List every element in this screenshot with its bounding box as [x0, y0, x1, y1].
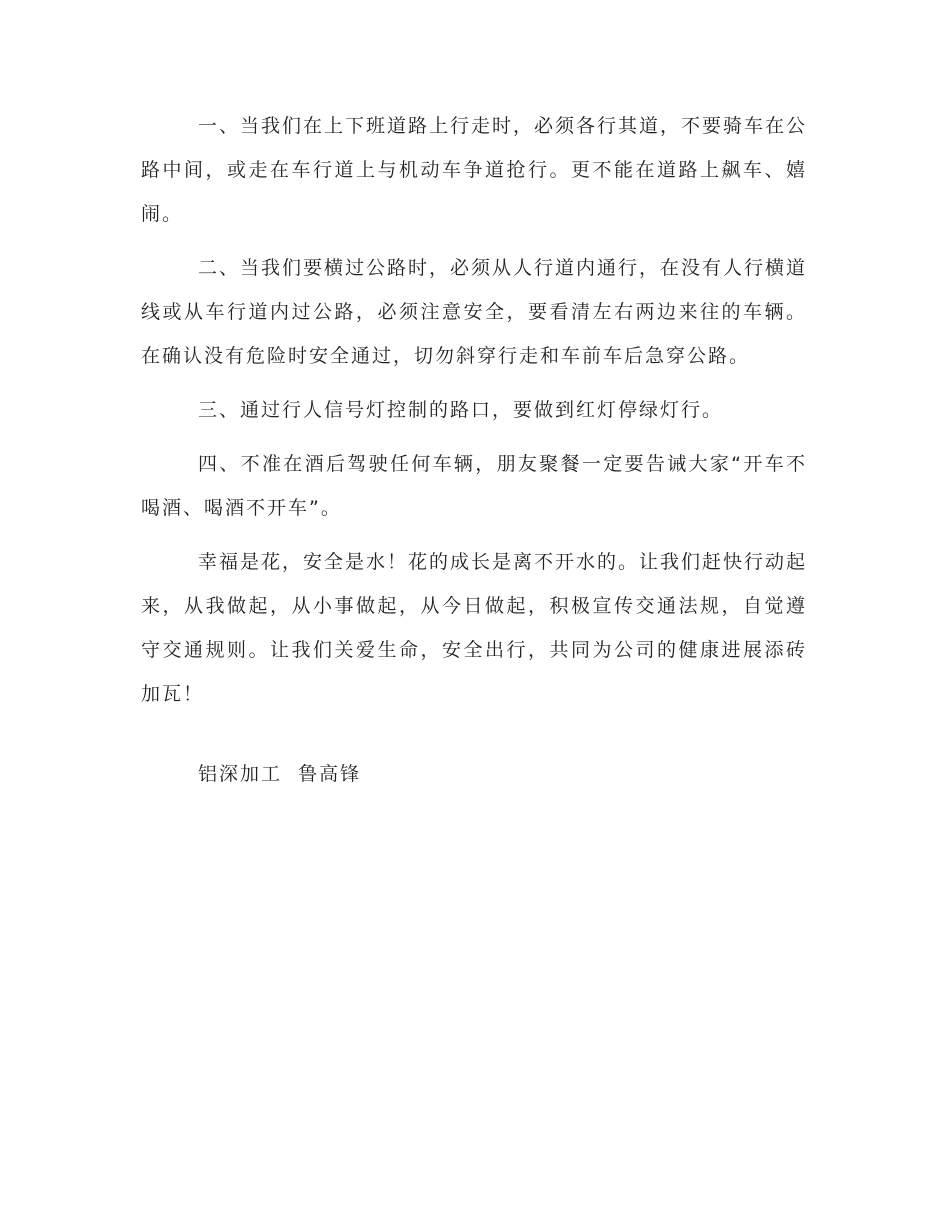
paragraph-4: 四、不准在酒后驾驶任何车辆，朋友聚餐一定要告诫大家“开车不喝酒、喝酒不开车”。 — [141, 453, 807, 519]
signature: 铝深加工 鲁高锋 — [198, 763, 362, 785]
paragraph-3: 三、通过行人信号灯控制的路口，要做到红灯停绿灯行。 — [198, 399, 724, 421]
paragraph-5: 幸福是花，安全是水！花的成长是离不开水的。让我们赶快行动起来，从我做起，从小事做起，从今日做起，积极宣传交通法规，自觉遵守交通规则。让我们关爱生命，安全出行，共同为公司的健康进展添砖加瓦！ — [141, 551, 808, 705]
paragraph-2: 二、当我们要横过公路时，必须从人行道内通行，在没有人行横道线或从车行道内过公路，必须注意安全，要看清左右两边来往的车辆。在确认没有危险时安全通过，切勿斜穿行走和车前车后急穿公路。 — [141, 257, 808, 367]
document-body — [141, 104, 807, 726]
paragraph-1: 一、当我们在上下班道路上行走时，必须各行其道，不要骑车在公路中间，或走在车行道上与机动车争道抢行。更不能在道路上飙车、嬉闹。 — [141, 115, 808, 225]
